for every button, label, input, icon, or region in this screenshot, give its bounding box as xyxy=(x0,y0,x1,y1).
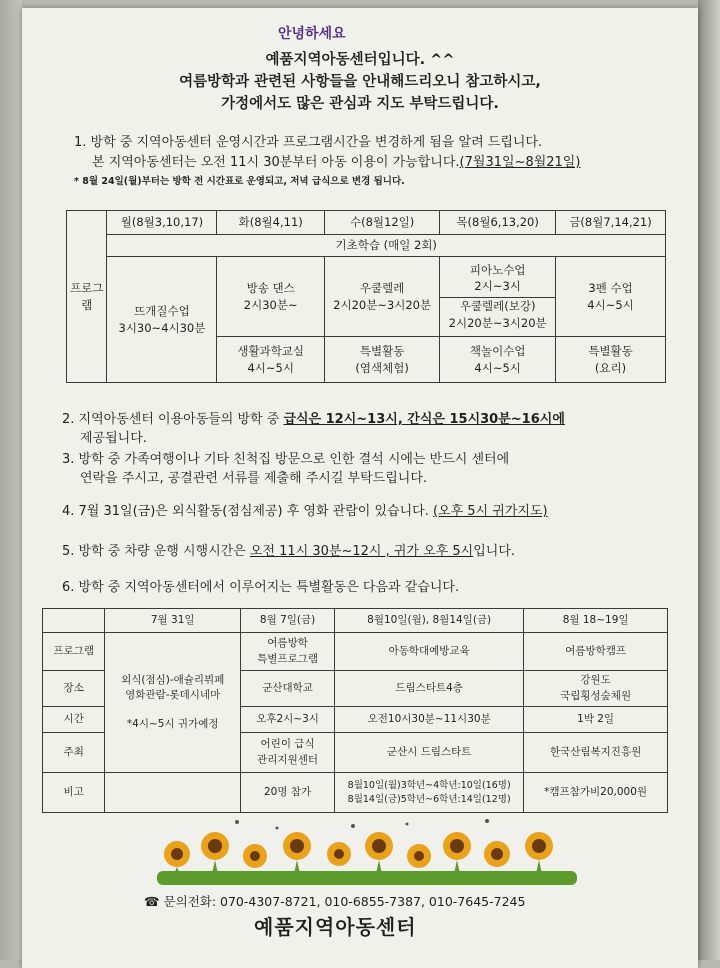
tue-program-2 xyxy=(217,337,325,383)
item5-text: 5. 방학 중 차량 운행 시행시간은 xyxy=(62,544,250,559)
item6: 6. 방학 중 지역아동센터에서 이루어지는 특별활동은 다음과 같습니다. xyxy=(62,580,460,595)
day-tue: 화(8월4,11) xyxy=(217,211,325,235)
sunflower-decoration xyxy=(157,816,577,891)
aug18-program: 여름방학캠프 xyxy=(524,633,668,671)
aug10-note: 8월10일(월)3학년~4학년:10일(16명) 8월14일(금)5학년~6학년:14일(12명) xyxy=(335,773,524,813)
fri-program-2 xyxy=(556,337,666,383)
thu-program-1 xyxy=(440,257,556,337)
special-activity-table xyxy=(42,608,668,813)
mon-program xyxy=(107,257,217,383)
wed1-time: 2시20분~3시20분 xyxy=(333,297,432,312)
item2-meal-time: 급식은 12시~13시, 간식은 15시30분~16시에 xyxy=(283,412,565,427)
item2-text: 2. 지역아동센터 이용아동들의 방학 중 xyxy=(62,412,284,427)
contact-phone: ☎ 문의전화: 070-4307-8721, 010-6855-7387, 010-7645-7245 xyxy=(144,894,526,909)
notice-paper xyxy=(22,8,698,968)
aug10-time: 오전10시30분~11시30분 xyxy=(335,707,524,733)
row-host: 주최 xyxy=(43,733,105,773)
wed-program-2 xyxy=(325,337,440,383)
item1-line1: 1. 방학 중 지역아동센터 운영시간과 프로그램시간을 변경하게 됨을 알려 드립니다. xyxy=(74,135,543,150)
aug10-place: 드림스타트4층 xyxy=(335,671,524,707)
item5 xyxy=(62,540,515,559)
intro-line-2: 여름방학과 관련된 사항들을 안내해드리오니 참고하시고, xyxy=(179,74,541,90)
center-name-footer: 예품지역아동센터 xyxy=(254,915,417,939)
thu2-time: 4시~5시 xyxy=(474,360,521,375)
background-right xyxy=(698,0,720,960)
aug7-program: 여름방학 특별프로그램 xyxy=(241,633,335,671)
row-place: 장소 xyxy=(43,671,105,707)
day-wed: 수(8월12일) xyxy=(325,211,440,235)
thu2-title: 책놀이수업 xyxy=(469,343,526,358)
mon-title: 뜨개질수업 xyxy=(134,303,190,318)
aug18-note: *캠프참가비20,000원 xyxy=(524,773,668,813)
daily-study: 기초학습 (매일 2회) xyxy=(107,235,666,257)
item1-line2 xyxy=(92,151,580,170)
fri2-note: (요리) xyxy=(594,360,627,375)
thu1-piano xyxy=(440,262,555,298)
col-aug10: 8월10일(월), 8월14일(금) xyxy=(335,609,524,633)
thu-program-2 xyxy=(440,337,556,383)
col-aug7: 8월 7일(금) xyxy=(241,609,335,633)
aug18-time: 1박 2일 xyxy=(524,707,668,733)
item4-text: 4. 7월 31일(금)은 외식활동(점심제공) 후 영화 관람이 있습니다. xyxy=(62,504,433,519)
jul31-note xyxy=(105,773,241,813)
thu1b-time: 2시20분~3시20분 xyxy=(448,315,547,330)
jul31-cell xyxy=(105,633,241,773)
aug10-host: 군산시 드림스타트 xyxy=(335,733,524,773)
program-schedule-table xyxy=(66,210,666,383)
wed2-note: (염색체험) xyxy=(355,360,409,375)
tue1-time: 2시30분~ xyxy=(243,297,298,312)
fri1-title: 3펜 수업 xyxy=(588,280,633,295)
wed1-title: 우쿨렐레 xyxy=(359,280,405,295)
thu1a-time: 2시~3시 xyxy=(474,279,521,294)
thu1b-title: 우쿨렐레(보강) xyxy=(459,299,536,313)
aug18-place: 강원도 국립횡성숲체원 xyxy=(524,671,668,707)
tue-program-1 xyxy=(217,257,325,337)
background-left xyxy=(0,0,22,960)
item1-period: (7월31일~8월21일) xyxy=(459,155,581,170)
item3-line2: 연락을 주시고, 공결관련 서류를 제출해 주시길 부탁드립니다. xyxy=(80,471,428,486)
fri-program-1 xyxy=(556,257,666,337)
row-time: 시간 xyxy=(43,707,105,733)
aug7-time: 오후2시~3시 xyxy=(241,707,335,733)
aug7-note: 20명 참가 xyxy=(241,773,335,813)
col-jul31: 7월 31일 xyxy=(105,609,241,633)
jul31-movie: 영화관람-롯데시네마 xyxy=(125,688,221,701)
item4-return-time: (오후 5시 귀가지도) xyxy=(432,504,548,519)
aug7-place: 군산대학교 xyxy=(241,671,335,707)
intro-line-3: 가정에서도 많은 관심과 지도 부탁드립니다. xyxy=(221,96,499,112)
greeting-title: 안녕하세요 xyxy=(278,26,346,42)
tue2-title: 생활과학교실 xyxy=(237,343,305,358)
tue2-time: 4시~5시 xyxy=(247,360,294,375)
day-thu: 목(8월6,13,20) xyxy=(440,211,556,235)
aug18-host: 한국산림복지진흥원 xyxy=(524,733,668,773)
item1-text: 본 지역아동센터는 오전 11시 30분부터 아동 이용이 가능합니다. xyxy=(92,155,460,170)
col-aug18: 8월 18~19일 xyxy=(524,609,668,633)
wed-program-1 xyxy=(325,257,440,337)
wed2-title: 특별활동 xyxy=(359,343,405,358)
row-header-text: 프로그램 xyxy=(70,280,104,312)
day-fri: 금(8월7,14,21) xyxy=(556,211,666,235)
item3-line1: 3. 방학 중 가족여행이나 기타 친척집 방문으로 인한 결석 시에는 반드시 센터에 xyxy=(62,452,510,467)
thu1-ukulele xyxy=(440,298,555,331)
item5-end: 입니다. xyxy=(473,544,516,559)
jul31-lunch: 외식(점심)-애슐리뷔페 xyxy=(121,673,225,686)
item1-note: * 8월 24일(월)부터는 방학 전 시간표로 운영되고, 저녁 급식으로 변경 됩니다. xyxy=(74,176,405,187)
item5-bus-time: 오전 11시 30분~12시 , 귀가 오후 5시 xyxy=(249,544,474,559)
jul31-return: *4시~5시 귀가예정 xyxy=(126,718,219,731)
day-mon: 월(8월3,10,17) xyxy=(107,211,217,235)
item4 xyxy=(62,500,548,519)
schedule-row-header xyxy=(67,211,107,383)
tue1-title: 방송 댄스 xyxy=(246,280,295,295)
corner-cell xyxy=(43,609,105,633)
mon-time: 3시30~4시30분 xyxy=(118,320,206,335)
row-note: 비고 xyxy=(43,773,105,813)
item2-line1 xyxy=(62,408,565,427)
intro-line-1: 예품지역아동센터입니다. ^^ xyxy=(265,52,455,68)
row-program: 프로그램 xyxy=(43,633,105,671)
fri2-title: 특별활동 xyxy=(588,343,633,358)
item2-line2: 제공됩니다. xyxy=(80,431,147,446)
aug10-program: 아동학대예방교육 xyxy=(335,633,524,671)
thu1a-title: 피아노수업 xyxy=(469,262,526,277)
aug7-host: 어린이 급식 관리지원센터 xyxy=(241,733,335,773)
fri1-time: 4시~5시 xyxy=(587,297,634,312)
